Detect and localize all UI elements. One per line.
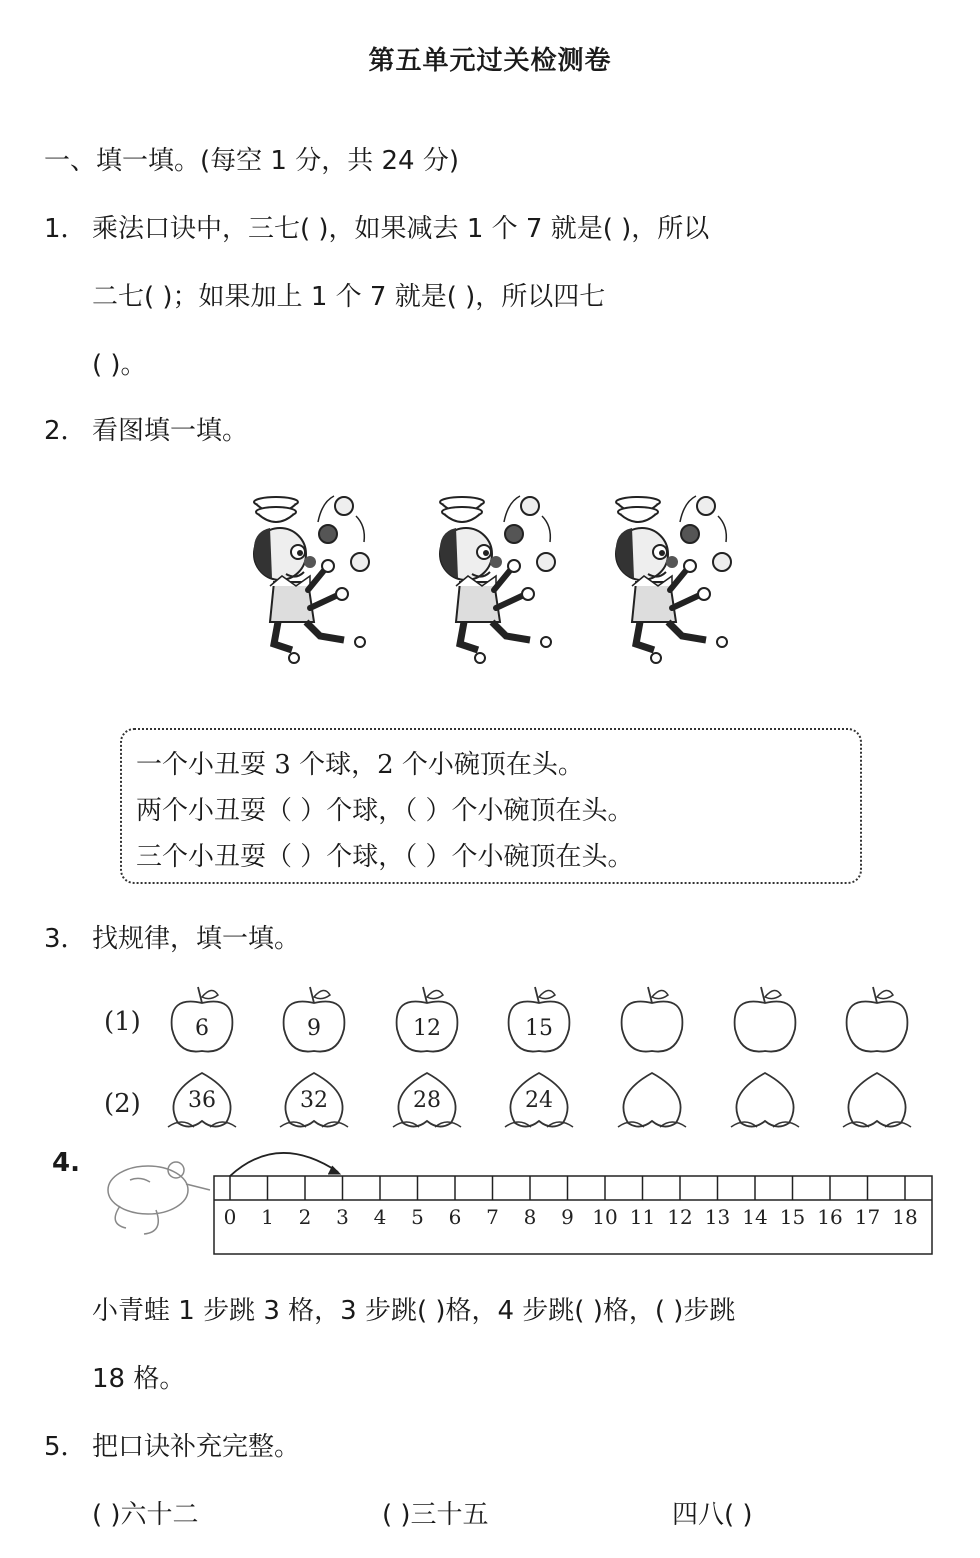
peach-value: 32	[300, 1088, 328, 1113]
peach-value: 28	[413, 1088, 441, 1113]
jump-arrow	[230, 1153, 338, 1176]
clown-1	[254, 496, 369, 663]
box-line-3: 三个小丑耍（ ）个球，（ ）个小碗顶在头。	[136, 842, 634, 872]
peach-icon	[505, 1073, 573, 1127]
apple-icon	[622, 987, 683, 1052]
q3-text: 找规律，填一填。	[92, 924, 301, 954]
frog-icon	[108, 1162, 210, 1234]
ruler-tick-label: 10	[592, 1205, 618, 1229]
ruler-tick-label: 5	[411, 1205, 424, 1229]
ruler-tick-label: 0	[223, 1205, 237, 1229]
question-box	[120, 728, 862, 884]
apple-icon	[172, 987, 233, 1052]
apple-icon	[735, 987, 796, 1052]
ruler-tick-label: 17	[854, 1205, 881, 1229]
ruler-tick-label: 2	[298, 1205, 312, 1229]
apple-value: 6	[195, 1016, 209, 1041]
ruler-tick-label: 7	[486, 1205, 499, 1229]
peach-icon	[618, 1073, 686, 1127]
box-line-2: 两个小丑耍（ ）个球，（ ）个小碗顶在头。	[136, 796, 634, 826]
apple-icon	[284, 987, 345, 1052]
q1-number: 1．	[44, 214, 87, 244]
q5-item-2: ( )三十五	[382, 1500, 489, 1530]
peach-value: 24	[525, 1088, 553, 1113]
peach-icon	[280, 1073, 348, 1127]
q5-item-3: 四八( )	[672, 1500, 753, 1530]
ruler-tick-label: 1	[261, 1205, 274, 1229]
ruler-tick-label: 3	[336, 1205, 349, 1229]
ruler-tick-label: 13	[704, 1205, 731, 1229]
q4-number: 4.	[52, 1148, 80, 1178]
clown-illustration	[0, 470, 980, 670]
peach-icon	[843, 1073, 911, 1127]
peach-icon	[731, 1073, 799, 1127]
ruler-tick-label: 15	[779, 1205, 806, 1229]
q4-line2: 18 格。	[92, 1364, 186, 1394]
apple-icon	[397, 987, 458, 1052]
q5-text: 把口诀补充完整。	[92, 1432, 301, 1462]
number-line	[100, 1140, 940, 1260]
q1-line2: 二七( )；如果加上 1 个 7 就是( )，所以四七	[92, 282, 606, 312]
q4-line1: 小青蛙 1 步跳 3 格，3 步跳( )格，4 步跳( )格，( )步跳	[92, 1296, 736, 1326]
page-title: 第五单元过关检测卷	[368, 46, 612, 76]
ruler-tick-label: 4	[373, 1205, 387, 1229]
q2-number: 2．	[44, 416, 87, 446]
q5-item-1: ( )六十二	[92, 1500, 199, 1530]
ruler-tick-label: 14	[742, 1205, 768, 1229]
q5-number: 5．	[44, 1432, 87, 1462]
q2-text: 看图填一填。	[92, 416, 249, 446]
ruler-tick-label: 11	[629, 1205, 656, 1229]
clown-2	[440, 496, 555, 663]
peach-value: 36	[188, 1088, 216, 1113]
clown-3	[616, 496, 731, 663]
apple-value: 15	[525, 1016, 553, 1041]
apple-value: 9	[307, 1016, 321, 1041]
ruler-tick-label: 9	[561, 1205, 574, 1229]
pattern-figures	[0, 975, 980, 1135]
apple-icon	[847, 987, 908, 1052]
ruler-tick-label: 12	[667, 1205, 693, 1229]
box-line-1: 一个小丑耍 3 个球，2 个小碗顶在头。	[136, 750, 584, 780]
ruler-tick-label: 6	[448, 1205, 462, 1229]
section-heading: 一、填一填。(每空 1 分，共 24 分)	[44, 146, 459, 176]
peach-icon	[168, 1073, 236, 1127]
q1-line1: 乘法口诀中，三七( )，如果减去 1 个 7 就是( )，所以	[92, 214, 710, 244]
peach-icon	[393, 1073, 461, 1127]
ruler-tick-label: 18	[892, 1205, 918, 1229]
ruler-tick-label: 8	[523, 1205, 537, 1229]
q1-line3: ( )。	[92, 350, 147, 380]
apple-value: 12	[413, 1016, 441, 1041]
row2-label: (2)	[104, 1089, 141, 1119]
ruler-tick-label: 16	[817, 1205, 843, 1229]
row1-label: (1)	[104, 1007, 141, 1037]
apple-icon	[509, 987, 570, 1052]
q3-number: 3．	[44, 924, 87, 954]
